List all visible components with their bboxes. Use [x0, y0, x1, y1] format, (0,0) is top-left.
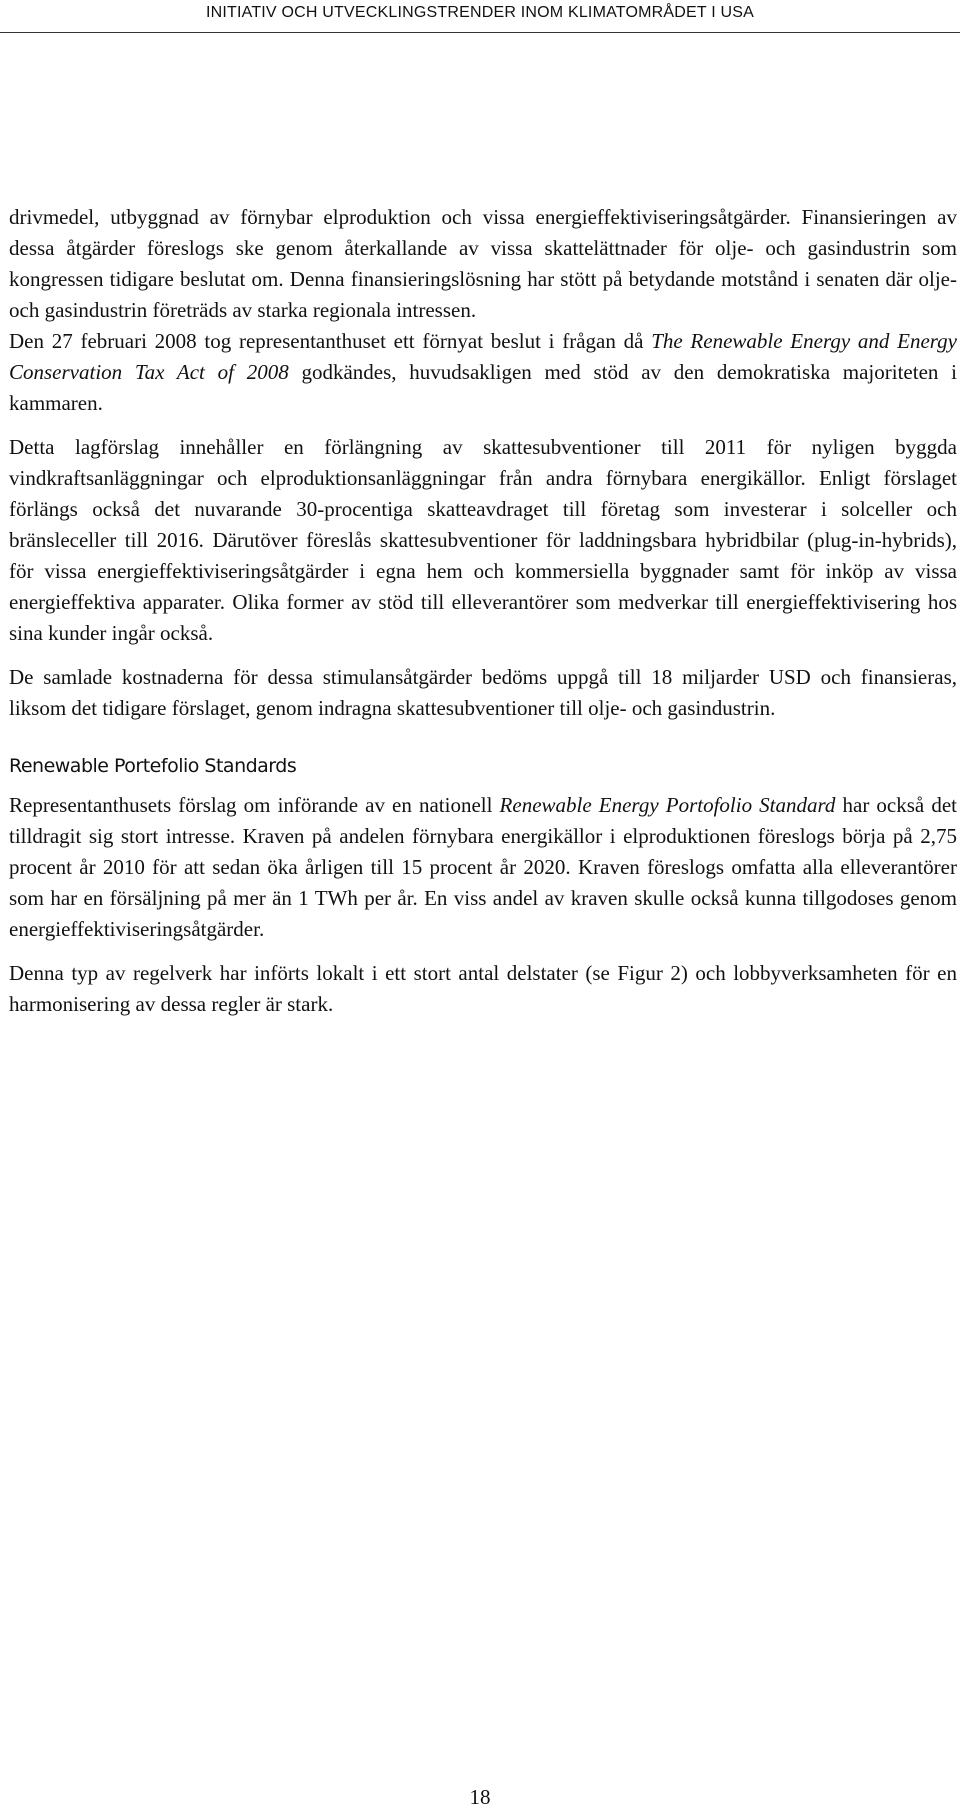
running-header: INITIATIV OCH UTVECKLINGSTRENDER INOM KLIMATOMRÅDET I USA: [205, 4, 755, 21]
paragraph-portfolio-outro: har också det tilldragit sig stort intresse. Kraven på andelen förnybara energikällor i elproduktionen föreslogs börja på 2,75 procent år 2010 för att sedan öka årligen till 15 procent år 2020. Kraven föreslogs omfatta alla elleverantörer som har en försäljning på mer än 1 TWh per år. En viss andel av kraven skulle också kunna tillgodoses genom energieffektiviseringsåtgärder.: [9, 793, 957, 941]
paragraph-costs: De samlade kostnaderna för dessa stimulansåtgärder bedöms uppgå till 18 miljarder USD och finansieras, liksom det tidigare förslaget, genom indragna skattesubventioner till olje- och gasindustrin.: [9, 665, 957, 720]
page-number: 18: [469, 1785, 491, 1809]
act-name: The Renewable Energy and Energy Conservation Tax Act of 2008: [9, 329, 958, 384]
paragraph-tax-act-intro: Den 27 februari 2008 tog representanthuset ett förnyat beslut i frågan då: [9, 329, 652, 353]
paragraph-continued: drivmedel, utbyggnad av förnybar elproduktion och vissa energieffektiviseringsåtgärder. Finansieringen av dessa åtgärder föreslogs ske genom återkallande av vissa skattelättnader för olje- och gasindustrin som kongressen tidigare beslutat om. Denna finansieringslösning har stött på betydande motstånd i senaten där olje- och gasindustrin företräds av starka regionala intressen.: [9, 205, 957, 322]
document-body: [9, 202, 957, 1033]
section-heading: Renewable Portefolio Standards: [9, 755, 297, 777]
standard-name: Renewable Energy Portofolio Standard: [499, 793, 836, 817]
paragraph-tax-act-outro: godkändes, huvudsakligen med stöd av den demokratiska majoriteten i kammaren.: [9, 360, 957, 415]
paragraph-tax-act: [9, 326, 957, 419]
paragraph-portfolio-intro: Representanthusets förslag om införande av en nationell: [9, 793, 500, 817]
paragraph-state-regulations: Denna typ av regelverk har införts lokalt i ett stort antal delstater (se Figur 2) och lobbyverksamheten för en harmonisering av dessa regler är stark.: [9, 961, 957, 1016]
paragraph-subsidies: Detta lagförslag innehåller en förlängning av skattesubventioner till 2011 för nyligen byggda vindkraftsanläggningar och elproduktionsanläggningar från andra förnybara energikällor. Enligt förslaget förlängs också det nuvarande 30-procentiga skatteavdraget till företag som investerar i solceller och bränsleceller till 2016. Därutöver föreslås skattesubventioner för laddningsbara hybridbilar (plug-in-hybrids), för vissa energieffektiviseringsåtgärder i egna hem och kommersiella byggnader samt för inköp av vissa energieffektiva apparater. Olika former av stöd till elleverantörer som medverkar till energieffektivisering hos sina kunder ingår också.: [9, 435, 957, 645]
header-rule: [0, 32, 960, 33]
paragraph-portfolio-standard: [9, 790, 957, 945]
